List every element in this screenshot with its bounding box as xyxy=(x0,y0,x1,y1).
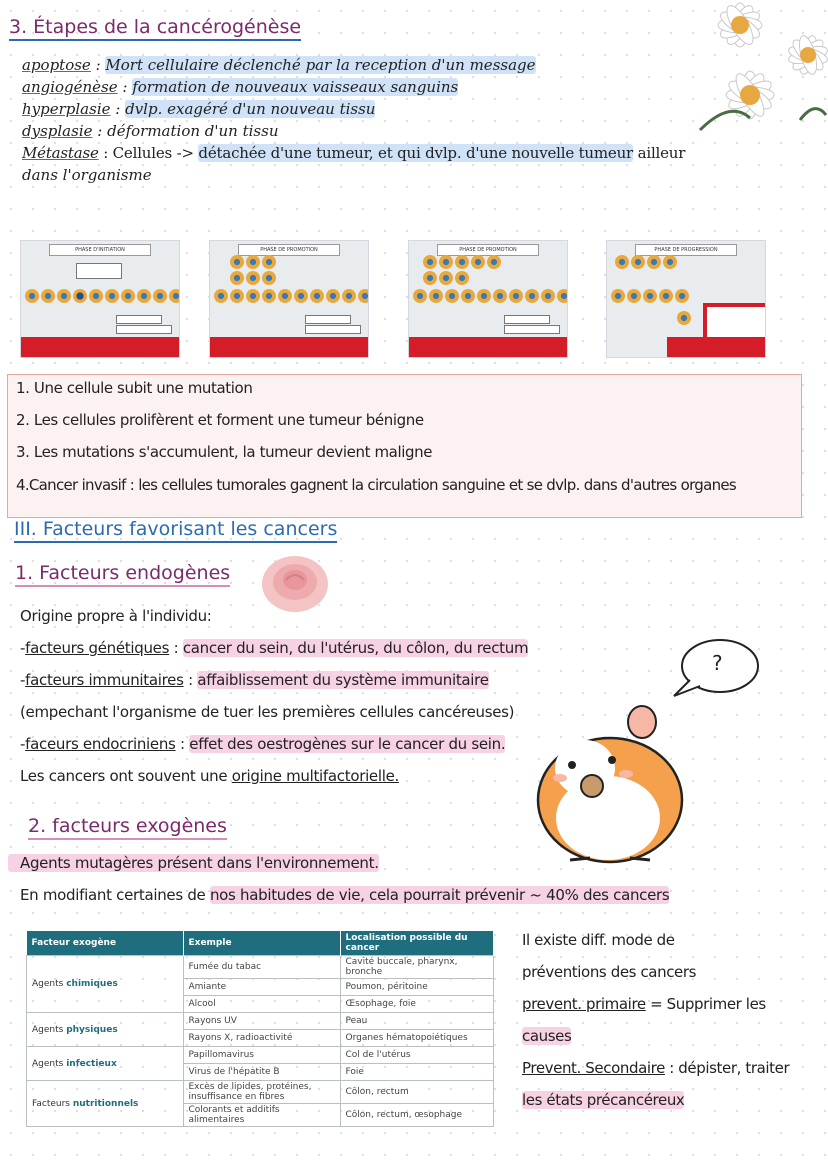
endogenes-conclusion: Les cancers ont souvent une origine multifactorielle. xyxy=(20,767,399,785)
endogenes-intro: Origine propre à l'individu: xyxy=(20,607,212,625)
table-header: Exemple xyxy=(183,931,340,956)
definition-desc: détachée d'une tumeur, et qui dvlp. d'une nouvelle tumeur xyxy=(198,144,634,162)
prevention-primary-cont: causes xyxy=(522,1027,572,1045)
prevention-line1: Il existe diff. mode de xyxy=(522,931,675,949)
diagram-title: PHASE DE PROMOTION xyxy=(238,244,339,256)
step-2: 2. Les cellules prolifèrent et forment une tumeur bénigne xyxy=(16,411,424,429)
step-1: 1. Une cellule subit une mutation xyxy=(16,379,253,397)
table-category: Agents chimiques xyxy=(27,956,184,1013)
table-header: Localisation possible du cancer xyxy=(340,931,494,956)
table-cell: Organes hématopoiétiques xyxy=(340,1030,494,1047)
table-cell: Rayons UV xyxy=(183,1013,340,1030)
definition-term: dysplasie xyxy=(22,122,93,140)
hamster-icon xyxy=(530,690,690,870)
definition-term: angiogénèse xyxy=(22,78,118,96)
exogenes-line1: Agents mutagères présent dans l'environnement. xyxy=(8,854,379,872)
endogenes-endocrine: -faceurs endocriniens : effet des oestrogènes sur le cancer du sein. xyxy=(20,735,506,753)
definition-continuation: dans l'organisme xyxy=(22,166,152,184)
subsection-title-exogenes: 2. facteurs exogènes xyxy=(28,815,227,840)
diagram-promotion-1 xyxy=(209,240,369,358)
prevention-line2: préventions des cancers xyxy=(522,963,697,981)
table-cell: Peau xyxy=(340,1013,494,1030)
definitions-list xyxy=(22,54,822,186)
table-cell: Fumée du tabac xyxy=(183,956,340,979)
table-cell: Colorants et additifs alimentaires xyxy=(183,1104,340,1127)
table-category: Facteurs nutritionnels xyxy=(27,1081,184,1127)
definition-term: apoptose xyxy=(22,56,91,74)
definition-term: Métastase xyxy=(22,144,99,162)
prevention-secondary-cont: les états précancéreux xyxy=(522,1091,685,1109)
diagram-promotion-2 xyxy=(408,240,568,358)
definition-desc: déformation d'un tissu xyxy=(107,122,279,140)
table-row xyxy=(27,956,494,979)
definition-angiogenese: angiogénèse : formation de nouveaux vaisseaux sanguins xyxy=(22,78,459,96)
cancer-steps-box xyxy=(7,374,802,518)
diagram-title: PHASE D'INITIATION xyxy=(49,244,150,256)
prevention-secondary: Prevent. Secondaire : dépister, traiter xyxy=(522,1059,790,1077)
definition-apoptose: apoptose : Mort cellulaire déclenché par la reception d'un message xyxy=(22,56,536,74)
exogenous-factors-table xyxy=(26,931,494,1127)
diagram-initiation xyxy=(20,240,180,358)
table-cell: Côlon, rectum, œsophage xyxy=(340,1104,494,1127)
step-4: 4.Cancer invasif : les cellules tumorales gagnent la circulation sanguine et se dvlp. dans d'autres organes xyxy=(16,476,737,494)
endogenes-genetic: -facteurs génétiques : cancer du sein, du l'utérus, du côlon, du rectum xyxy=(20,639,529,657)
definition-desc: dvlp. exagéré d'un nouveau tissu xyxy=(125,100,376,118)
table-cell: Poumon, péritoine xyxy=(340,979,494,996)
table-cell: Foie xyxy=(340,1064,494,1081)
definition-dysplasie: dysplasie : déformation d'un tissu xyxy=(22,122,279,140)
table-category: Agents physiques xyxy=(27,1013,184,1047)
thought-question-mark: ? xyxy=(712,651,723,675)
table-cell: Papillomavirus xyxy=(183,1047,340,1064)
definition-term: hyperplasie xyxy=(22,100,111,118)
endogenes-immune: -facteurs immunitaires : affaiblissement du système immunitaire xyxy=(20,671,489,689)
endogenes-immune-paren: (empechant l'organisme de tuer les premières cellules cancéreuses) xyxy=(20,703,515,721)
section-title-etapes: 3. Étapes de la cancérogénèse xyxy=(9,16,301,41)
exogenes-line2: En modifiant certaines de nos habitudes de vie, cela pourrait prévenir ~ 40% des cancers xyxy=(20,886,670,904)
definition-desc: formation de nouveaux vaisseaux sanguins xyxy=(132,78,459,96)
table-cell: Rayons X, radioactivité xyxy=(183,1030,340,1047)
table-cell: Alcool xyxy=(183,996,340,1013)
definition-hyperplasie: hyperplasie : dvlp. exagéré d'un nouveau tissu xyxy=(22,100,376,118)
definition-desc: Mort cellulaire déclenché par la reception d'un message xyxy=(105,56,536,74)
table-header-row xyxy=(27,931,494,956)
table-header: Facteur exogène xyxy=(27,931,184,956)
rose-icon xyxy=(258,548,332,616)
table-cell: Col de l'utérus xyxy=(340,1047,494,1064)
table-cell: Excès de lipides, protéines, insuffisance en fibres xyxy=(183,1081,340,1104)
table-cell: Cavité buccale, pharynx, bronche xyxy=(340,956,494,979)
step-3: 3. Les mutations s'accumulent, la tumeur devient maligne xyxy=(16,443,433,461)
table-cell: Œsophage, foie xyxy=(340,996,494,1013)
prevention-primary: prevent. primaire = Supprimer les xyxy=(522,995,766,1013)
table-row xyxy=(27,1081,494,1104)
table-row xyxy=(27,1013,494,1030)
subsection-title-endogenes: 1. Facteurs endogènes xyxy=(15,562,230,587)
table-category: Agents infectieux xyxy=(27,1047,184,1081)
table-cell: Côlon, rectum xyxy=(340,1081,494,1104)
section-title-facteurs: III. Facteurs favorisant les cancers xyxy=(14,518,337,543)
definition-metastase: Métastase : Cellules -> détachée d'une tumeur, et qui dvlp. d'une nouvelle tumeur ailleur xyxy=(22,144,686,162)
diagram-title: PHASE DE PROGRESSION xyxy=(635,244,736,256)
table-cell: Virus de l'hépatite B xyxy=(183,1064,340,1081)
table-row xyxy=(27,1047,494,1064)
table-cell: Amiante xyxy=(183,979,340,996)
diagram-progression xyxy=(606,240,766,358)
diagram-title: PHASE DE PROMOTION xyxy=(437,244,538,256)
